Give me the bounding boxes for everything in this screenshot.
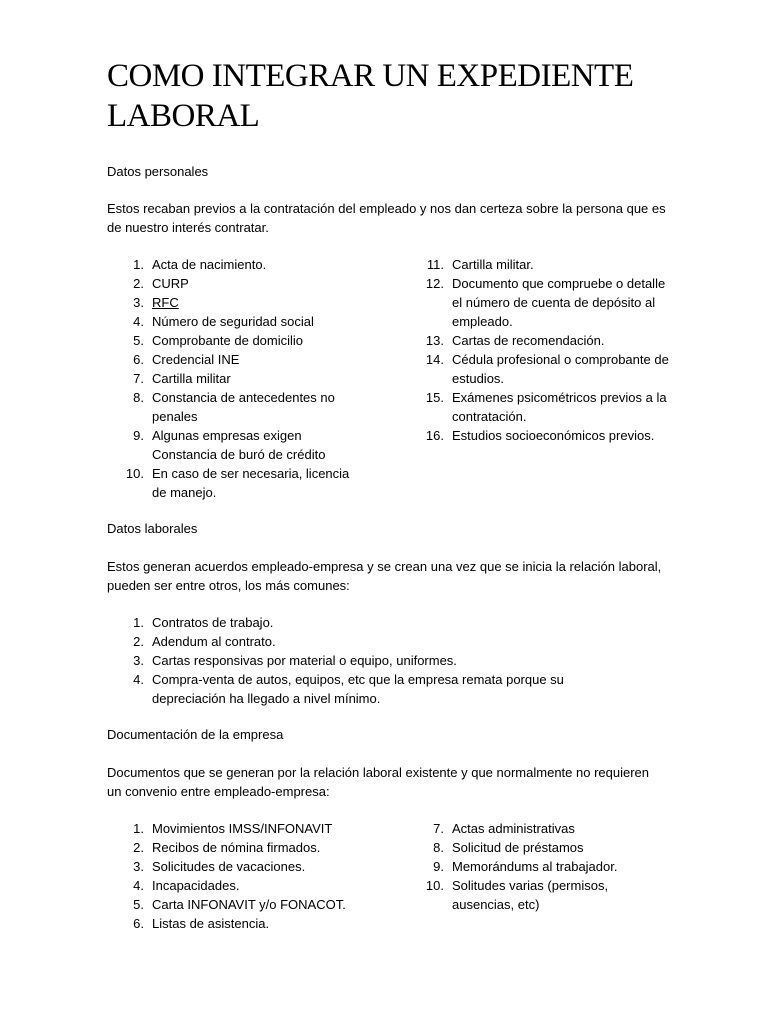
list-item: 2. CURP	[133, 276, 189, 291]
list-item: 3. Cartas responsivas por material o equipo, uniformes.	[133, 653, 457, 668]
list-item: 5. Comprobante de domicilio	[133, 333, 304, 348]
list-item: 8. Solicitud de préstamos	[433, 840, 584, 855]
list-datos-laborales	[107, 613, 607, 708]
list-item: 9. Algunas empresas exigen Constancia de buró de crédito	[133, 428, 326, 462]
list-item: 2. Adendum al contrato.	[133, 634, 276, 649]
section-heading-datos-laborales: Datos laborales	[107, 521, 198, 536]
section-heading-documentacion-empresa: Documentación de la empresa	[107, 727, 284, 742]
list-item: 1. Contratos de trabajo.	[133, 615, 274, 630]
list-item: 6. Listas de asistencia.	[133, 916, 270, 931]
section-intro-documentacion-empresa: Documentos que se generan por la relación laboral existente y que normalmente no requieren un convenio entre empleado-empresa:	[107, 765, 649, 799]
list-item: 3. RFC	[133, 295, 179, 310]
list-item: 5. Carta INFONAVIT y/o FONACOT.	[133, 897, 346, 912]
list-item: 6. Credencial INE	[133, 352, 240, 367]
list-item: 10. En caso de ser necesaria, licencia de manejo.	[125, 466, 350, 500]
list-documentacion-right	[407, 819, 672, 914]
section-intro-datos-laborales: Estos generan acuerdos empleado-empresa y se crean una vez que se inicia la relación laboral, pueden ser entre otros, los más comunes:	[107, 559, 662, 593]
list-documentacion-left	[107, 819, 367, 933]
list-datos-personales-left	[107, 255, 367, 502]
rfc-link-text: RFC	[152, 295, 179, 310]
list-item: 7. Actas administrativas	[433, 821, 575, 836]
list-item: 9. Memorándums al trabajador.	[433, 859, 618, 874]
list-item: 7. Cartilla militar	[133, 371, 231, 386]
list-item: 2. Recibos de nómina firmados.	[133, 840, 321, 855]
list-item: 4. Compra-venta de autos, equipos, etc que la empresa remata porque su depreciación ha llegado a nivel mínimo.	[133, 672, 564, 706]
list-datos-personales-right	[407, 255, 672, 445]
section-intro-datos-personales: Estos recaban previos a la contratación del empleado y nos dan certeza sobre la persona que es de nuestro interés contratar.	[107, 201, 666, 235]
list-item: 16. Estudios socioeconómicos previos.	[425, 428, 655, 443]
list-item: 12. Documento que compruebe o detalle el número de cuenta de depósito al empleado.	[425, 276, 666, 329]
page-title: COMO INTEGRAR UN EXPEDIENTE LABORAL	[107, 58, 634, 134]
list-item: 15. Exámenes psicométricos previos a la contratación.	[425, 390, 667, 424]
list-item: 1. Acta de nacimiento.	[133, 257, 267, 272]
list-item: 4. Incapacidades.	[133, 878, 240, 893]
list-item: 14. Cédula profesional o comprobante de estudios.	[425, 352, 669, 386]
list-item: 11. Cartilla militar.	[426, 257, 534, 272]
list-item: 10. Solitudes varias (permisos, ausencias, etc)	[425, 878, 609, 912]
list-item: 8. Constancia de antecedentes no penales	[133, 390, 335, 424]
list-item: 13. Cartas de recomendación.	[425, 333, 605, 348]
list-item: 4. Número de seguridad social	[133, 314, 314, 329]
list-item: 3. Solicitudes de vacaciones.	[133, 859, 306, 874]
section-heading-datos-personales: Datos personales	[107, 164, 209, 179]
list-item: 1. Movimientos IMSS/INFONAVIT	[133, 821, 333, 836]
